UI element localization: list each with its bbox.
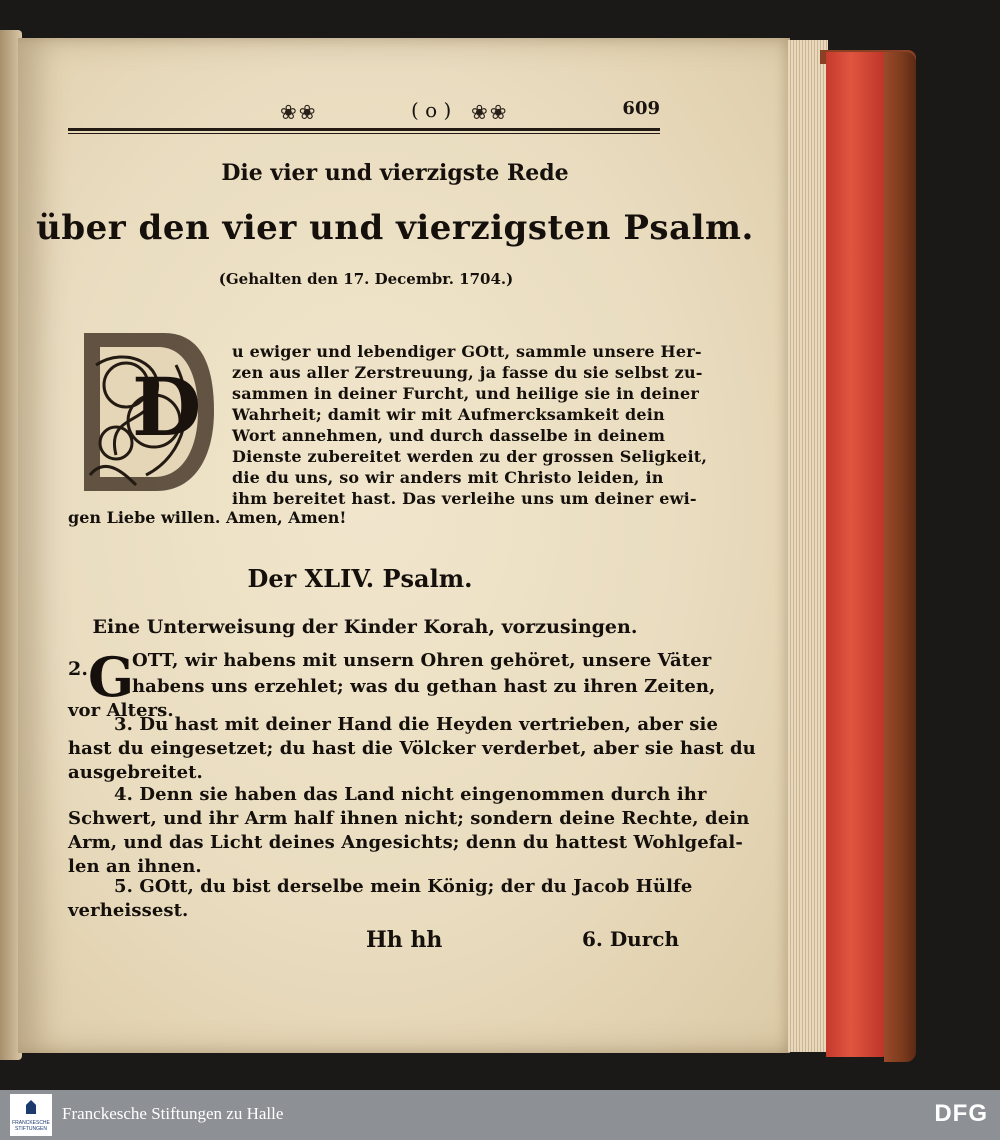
initial-letter: D <box>132 360 202 454</box>
verse-line: habens uns erzehlet; was du gethan hast zu ihren Zeiten, <box>132 676 716 697</box>
ornament-right: ❀❀ <box>471 100 509 124</box>
ornament-left: ❀❀ <box>280 100 318 124</box>
prayer-line: Dienste zubereitet werden zu der grossen Seligkeit, <box>232 447 708 466</box>
psalm-subtitle: Eine Unterweisung der Kinder Korah, vorzusingen. <box>92 616 638 638</box>
leather-cover <box>884 52 916 1062</box>
red-edge <box>826 52 888 1057</box>
verse-line: 3. Du hast mit deiner Hand die Heyden vertrieben, aber sie <box>114 714 718 735</box>
footer-bar <box>0 1090 1000 1140</box>
verse-line: Arm, und das Licht deines Angesichts; denn du hattest Wohlgefal- <box>68 832 743 853</box>
verse-line: 4. Denn sie haben das Land nicht eingenommen durch ihr <box>114 784 707 805</box>
signature-footer: Hh hh <box>366 927 443 953</box>
verse-line: ausgebreitet. <box>68 762 203 783</box>
running-head <box>68 96 660 130</box>
prayer-line: ihm bereitet hast. Das verleihe uns um deiner ewi- <box>232 489 697 508</box>
prayer-closing: gen Liebe willen. Amen, Amen! <box>68 508 347 527</box>
dfg-logo[interactable]: DFG <box>934 1100 988 1127</box>
verse-line: len an ihnen. <box>68 856 202 877</box>
page-block-edge <box>788 40 828 1052</box>
prayer-line: Wort annehmen, und durch dasselbe in deinem <box>232 426 666 445</box>
verse-initial-G: G <box>88 645 135 709</box>
psalm-title: Der XLIV. Psalm. <box>247 564 473 593</box>
prayer-line: u ewiger und lebendiger GOtt, sammle unsere Her- <box>232 342 702 361</box>
verse-number: 2. <box>68 658 89 680</box>
prayer-line: sammen in deiner Furcht, und heilige sie in deiner <box>232 384 700 403</box>
institution-name[interactable]: Franckesche Stiftungen zu Halle <box>62 1104 284 1123</box>
verse-line: vor Alters. <box>68 700 174 721</box>
building-icon <box>26 1100 36 1114</box>
verse-line: OTT, wir habens mit unsern Ohren gehöret, unsere Väter <box>132 650 712 671</box>
decorated-initial-D <box>66 325 216 497</box>
verse-line: hast du eingesetzet; du hast die Völcker verderbet, aber sie hast du <box>68 738 756 759</box>
verse-line: 5. GOtt, du bist derselbe mein König; der du Jacob Hülfe <box>114 876 693 897</box>
header-rule <box>68 128 660 134</box>
prayer-line: die du uns, so wir anders mit Christo leiden, in <box>232 468 664 487</box>
catchword: 6. Durch <box>582 927 679 951</box>
institution-logo[interactable] <box>10 1094 52 1136</box>
verse-line: Schwert, und ihr Arm half ihnen nicht; sondern deine Rechte, dein <box>68 808 750 829</box>
page-number: 609 <box>622 98 660 119</box>
verse-line: verheissest. <box>68 900 189 921</box>
prayer-line: Wahrheit; damit wir mit Aufmercksamkeit dein <box>232 405 665 424</box>
sermon-date: (Gehalten den 17. Decembr. 1704.) <box>218 270 514 288</box>
signature-mark: ( o ) <box>411 98 452 122</box>
prayer-line: zen aus aller Zerstreuung, ja fasse du sie selbst zu- <box>232 363 703 382</box>
sermon-subtitle: über den vier und vierzigsten Psalm. <box>36 208 754 248</box>
sermon-title: Die vier und vierzigste Rede <box>221 160 569 186</box>
logo-label: FRANCKESCHE STIFTUNGEN <box>12 1120 50 1132</box>
